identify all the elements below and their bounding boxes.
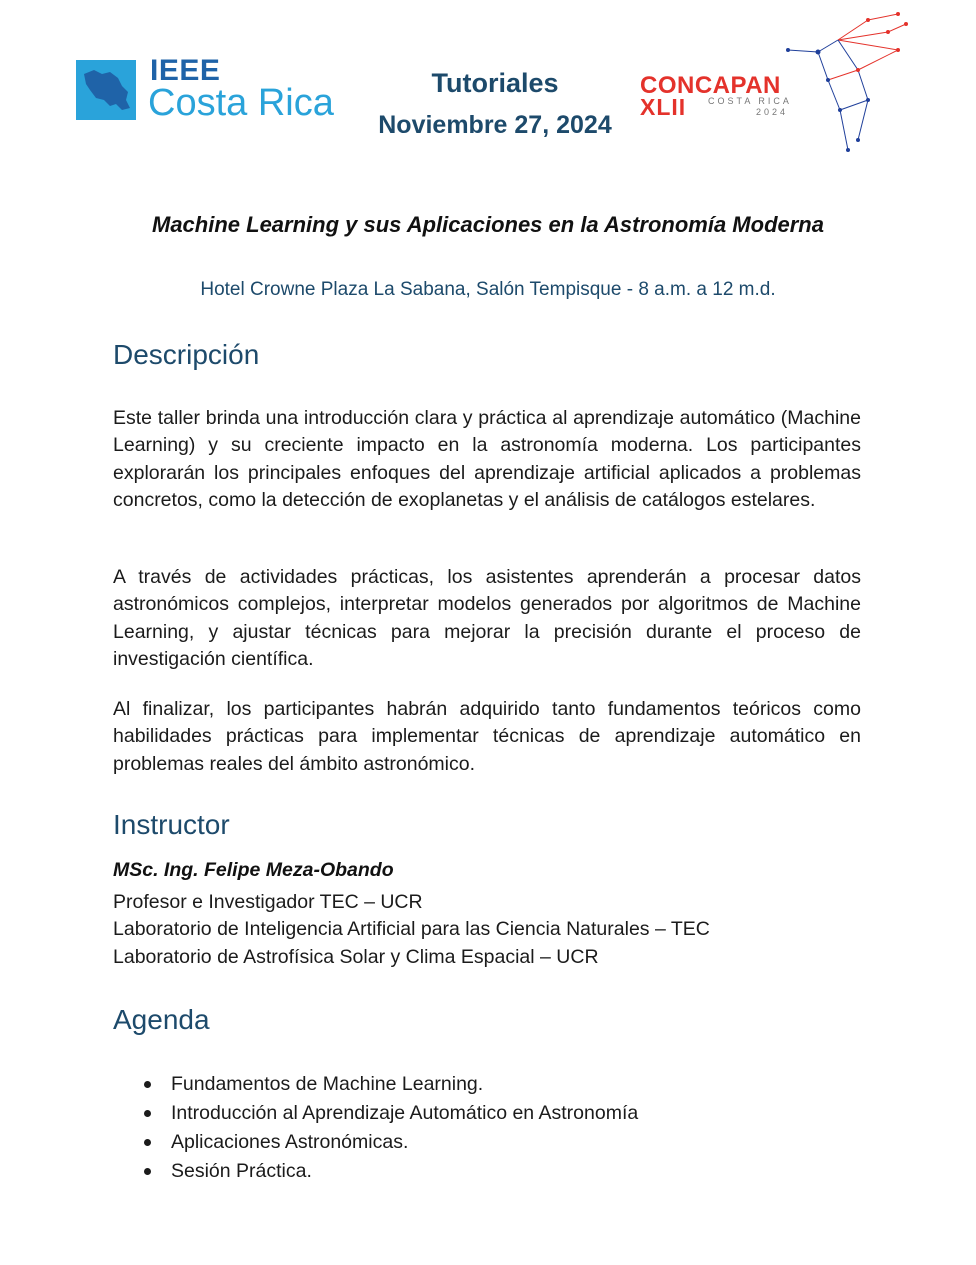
- concapan-logo-text: CONCAPAN: [640, 72, 781, 99]
- instructor-affiliation-3: Laboratorio de Astrofísica Solar y Clima Espacial – UCR: [113, 946, 599, 968]
- agenda-item-text: Sesión Práctica.: [171, 1160, 312, 1182]
- header-center: [360, 66, 630, 142]
- hummingbird-icon: [768, 10, 908, 155]
- concapan-logo: [638, 10, 908, 155]
- bullet-icon: [144, 1139, 151, 1146]
- agenda-item: [113, 1070, 873, 1099]
- agenda-list: [113, 1070, 873, 1186]
- costa-rica-logo-text: Costa Rica: [148, 82, 334, 124]
- instructor-affiliation-1: Profesor e Investigador TEC – UCR: [113, 891, 423, 913]
- bullet-icon: [144, 1168, 151, 1175]
- descripcion-paragraph-3: Al finalizar, los participantes habrán adquirido tanto fundamentos teóricos como habilidades prácticas para implementar técnicas de aprendizaje automático en problemas reales del ámbito astronómico.: [113, 698, 861, 775]
- document-title: Machine Learning y sus Aplicaciones en la Astronomía Moderna: [152, 212, 824, 237]
- concapan-year-text: 2024: [756, 107, 789, 117]
- instructor-affiliation-2: Laboratorio de Inteligencia Artificial para las Ciencia Naturales – TEC: [113, 918, 710, 940]
- agenda-heading: Agenda: [113, 1004, 210, 1035]
- costa-rica-map-icon: [76, 60, 136, 120]
- concapan-country-text: COSTA RICA: [708, 96, 792, 106]
- descripcion-heading: Descripción: [113, 339, 260, 370]
- instructor-heading: Instructor: [113, 809, 230, 840]
- agenda-item: [113, 1157, 873, 1186]
- agenda-item-text: Aplicaciones Astronómicas.: [171, 1131, 409, 1153]
- page-header: [0, 0, 976, 170]
- bullet-icon: [144, 1110, 151, 1117]
- ieee-costa-rica-logo: [76, 56, 348, 122]
- agenda-item: [113, 1128, 873, 1157]
- bullet-icon: [144, 1081, 151, 1088]
- header-date: Noviembre 27, 2024: [378, 111, 612, 139]
- agenda-item-text: Introducción al Aprendizaje Automático en Astronomía: [171, 1102, 639, 1124]
- instructor-name: MSc. Ing. Felipe Meza-Obando: [113, 859, 394, 881]
- descripcion-paragraph-1: Este taller brinda una introducción clara y práctica al aprendizaje automático (Machine Learning) y su creciente impacto en la astronomía moderna. Los participantes explorarán los principales enfoques del aprendizaje artificial aplicados a problemas concretos, como la detección de exoplanetas y el análisis de catálogos estelares.: [113, 407, 861, 511]
- descripcion-paragraph-2: A través de actividades prácticas, los asistentes aprenderán a procesar datos astronómicos complejos, interpretar modelos generados por algoritmos de Machine Learning, y ajustar técnicas para mejorar la precisión durante el proceso de investigación científica.: [113, 566, 861, 670]
- agenda-item: [113, 1099, 873, 1128]
- ieee-logo-text: IEEE: [150, 54, 221, 87]
- agenda-item-text: Fundamentos de Machine Learning.: [171, 1073, 484, 1095]
- document-venue: Hotel Crowne Plaza La Sabana, Salón Tempisque - 8 a.m. a 12 m.d.: [200, 279, 776, 300]
- concapan-edition-text: XLII: [640, 94, 687, 120]
- header-title: Tutoriales: [431, 68, 559, 98]
